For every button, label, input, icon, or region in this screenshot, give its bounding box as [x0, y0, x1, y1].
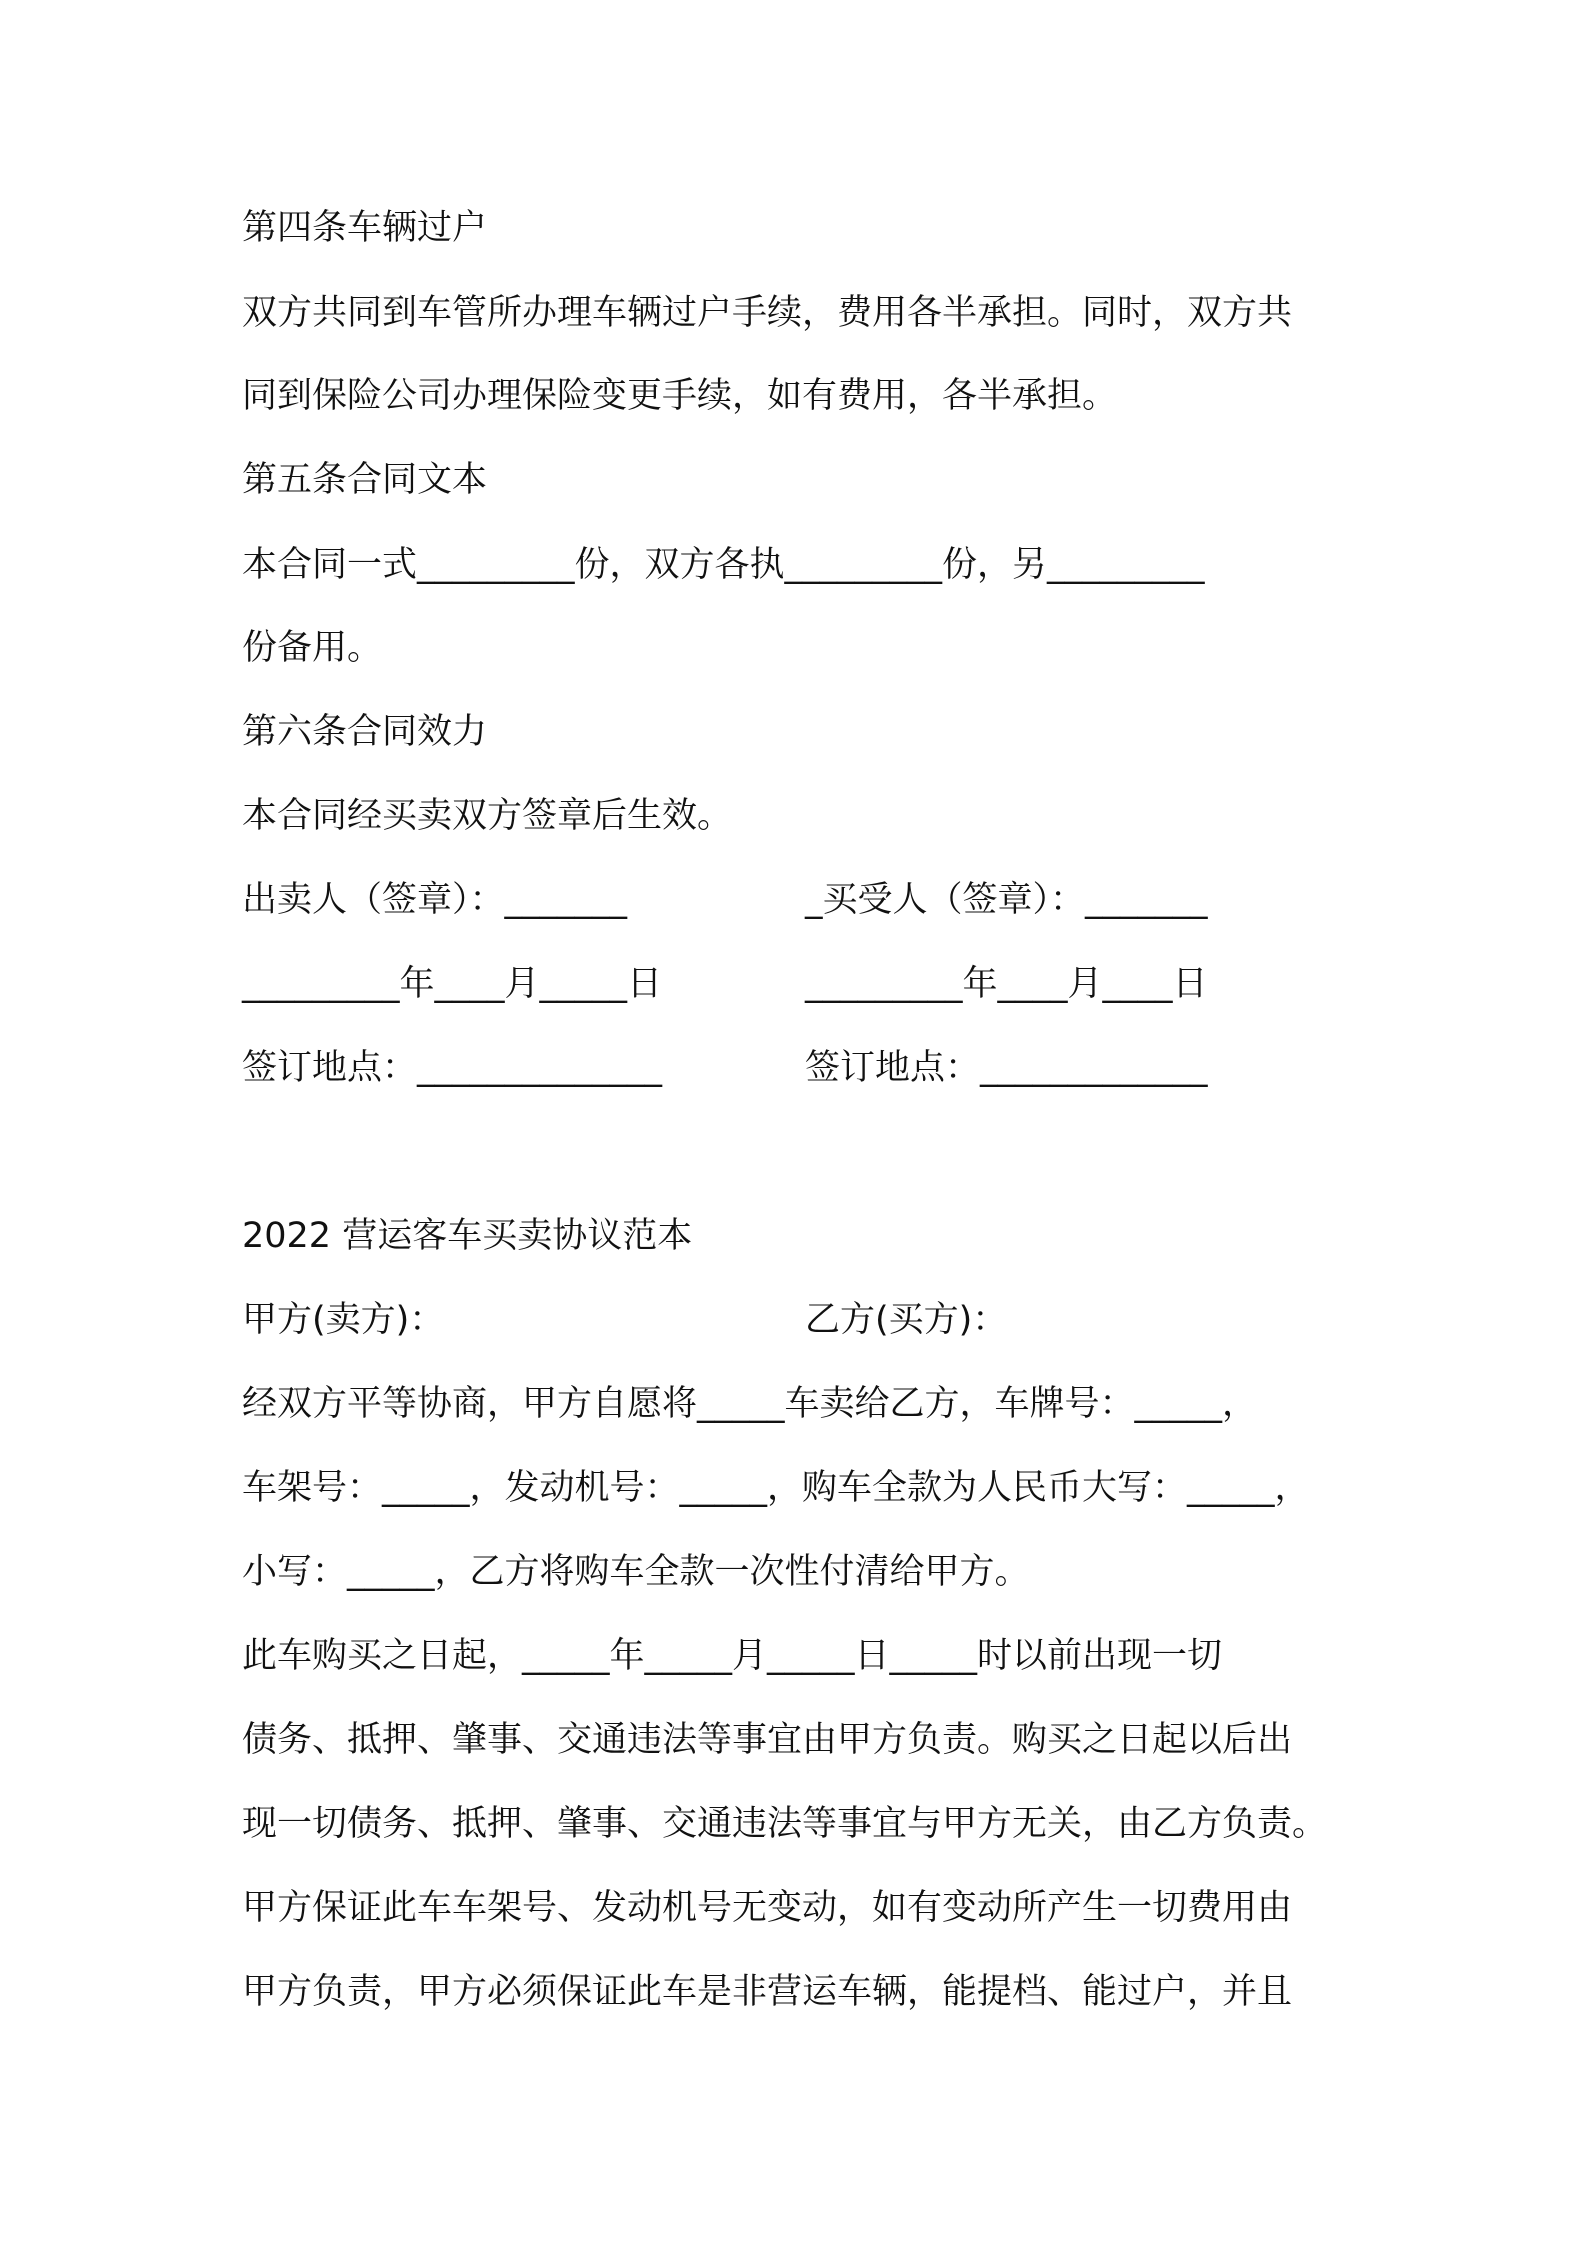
buyer-signature-line: _买受人（签章）：_______ — [805, 880, 1208, 920]
agreement-body-line-8: 甲方负责，甲方必须保证此车是非营运车辆，能提档、能过户，并且 — [242, 1972, 1293, 2012]
agreement-body-line-2: 车架号：_____，发动机号：_____，购车全款为人民币大写：_____， — [242, 1468, 1310, 1508]
article-5-heading: 第五条合同文本 — [242, 460, 488, 500]
agreement-body-line-4: 此车购买之日起，_____年_____月_____日_____时以前出现一切 — [242, 1636, 1223, 1676]
agreement-body-line-3: 小写：_____，乙方将购车全款一次性付清给甲方。 — [242, 1552, 1030, 1592]
seller-signature-line: 出卖人（签章）：_______ — [242, 880, 628, 920]
agreement-body-line-5: 债务、抵押、肇事、交通违法等事宜由甲方负责。购买之日起以后出 — [242, 1720, 1293, 1760]
buyer-date-line: _________年____月____日 — [805, 964, 1208, 1004]
agreement-title: 2022 营运客车买卖协议范本 — [242, 1216, 693, 1256]
article-4-body-line-2: 同到保险公司办理保险变更手续，如有费用，各半承担。 — [242, 376, 1118, 416]
buyer-place-line: 签订地点：_____________ — [805, 1048, 1208, 1088]
article-6-heading: 第六条合同效力 — [242, 712, 488, 752]
party-a-label: 甲方(卖方)： — [242, 1300, 445, 1340]
article-5-body-line-1: 本合同一式_________份，双方各执_________份，另_________ — [242, 545, 1205, 585]
seller-date-line: _________年____月_____日 — [242, 964, 663, 1004]
article-6-body: 本合同经买卖双方签章后生效。 — [242, 796, 733, 836]
agreement-body-line-6: 现一切债务、抵押、肇事、交通违法等事宜与甲方无关，由乙方负责。 — [242, 1804, 1328, 1844]
article-4-body-line-1: 双方共同到车管所办理车辆过户手续，费用各半承担。同时，双方共 — [242, 293, 1293, 333]
article-4-heading: 第四条车辆过户 — [242, 208, 488, 248]
agreement-body-line-1: 经双方平等协商，甲方自愿将_____车卖给乙方，车牌号：_____， — [242, 1384, 1258, 1424]
agreement-body-line-7: 甲方保证此车车架号、发动机号无变动，如有变动所产生一切费用由 — [242, 1888, 1293, 1928]
party-b-label: 乙方(买方)： — [805, 1300, 1008, 1340]
seller-place-line: 签订地点：______________ — [242, 1048, 663, 1088]
article-5-body-line-2: 份备用。 — [242, 628, 383, 668]
